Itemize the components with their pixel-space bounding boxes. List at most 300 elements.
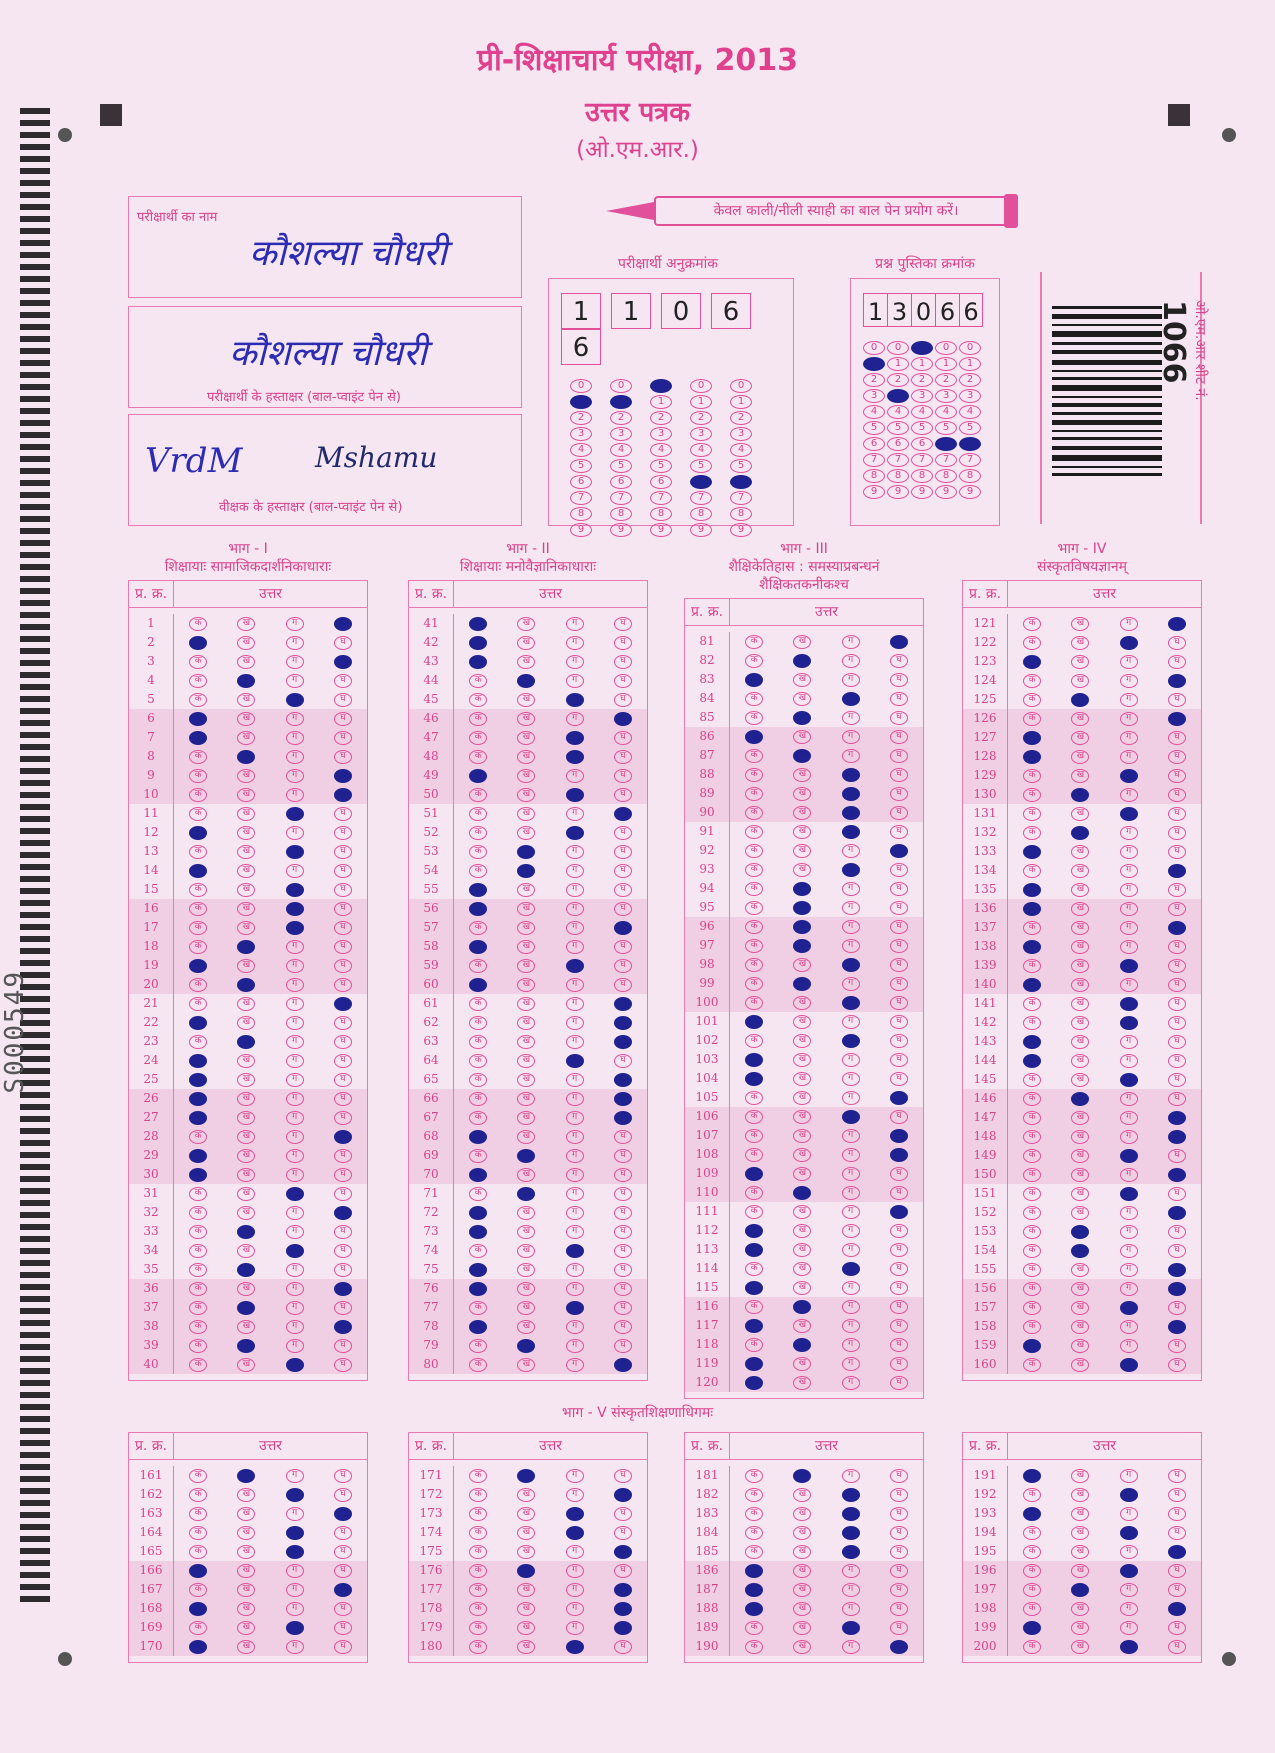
- option-bubble[interactable]: घ: [890, 730, 908, 744]
- option-bubble[interactable]: ख: [1071, 1016, 1089, 1030]
- option-bubble[interactable]: घ: [1168, 1301, 1186, 1315]
- option-bubble[interactable]: ग: [842, 1129, 860, 1143]
- option-bubble[interactable]: ग: [842, 1281, 860, 1295]
- option-bubble[interactable]: ख: [237, 1301, 255, 1315]
- option-bubble[interactable]: ख: [517, 1073, 535, 1087]
- option-bubble[interactable]: ग: [1120, 1545, 1138, 1559]
- option-bubble[interactable]: क: [1023, 864, 1041, 878]
- option-bubble[interactable]: ख: [237, 883, 255, 897]
- option-bubble[interactable]: क: [189, 1206, 207, 1220]
- option-bubble[interactable]: क: [745, 1602, 763, 1616]
- option-bubble[interactable]: ख: [793, 1053, 811, 1067]
- booklet-number-digit-bubble[interactable]: 5: [887, 421, 909, 435]
- option-bubble[interactable]: क: [469, 1111, 487, 1125]
- option-bubble[interactable]: ख: [517, 845, 535, 859]
- option-bubble[interactable]: क: [189, 1263, 207, 1277]
- roll-number-digit-bubble[interactable]: 5: [690, 459, 712, 473]
- option-bubble[interactable]: क: [745, 901, 763, 915]
- option-bubble[interactable]: क: [745, 1469, 763, 1483]
- option-bubble[interactable]: ख: [793, 1338, 811, 1352]
- booklet-number-digit-bubble[interactable]: 6: [911, 437, 933, 451]
- option-bubble[interactable]: ख: [517, 1263, 535, 1277]
- option-bubble[interactable]: ग: [286, 788, 304, 802]
- option-bubble[interactable]: ख: [237, 1149, 255, 1163]
- option-bubble[interactable]: ग: [1120, 1526, 1138, 1540]
- option-bubble[interactable]: क: [189, 1320, 207, 1334]
- option-bubble[interactable]: ग: [286, 845, 304, 859]
- option-bubble[interactable]: घ: [1168, 1130, 1186, 1144]
- option-bubble[interactable]: घ: [890, 1488, 908, 1502]
- option-bubble[interactable]: ख: [237, 1016, 255, 1030]
- option-bubble[interactable]: क: [1023, 750, 1041, 764]
- roll-number-digit-bubble[interactable]: 8: [650, 507, 672, 521]
- option-bubble[interactable]: घ: [334, 1545, 352, 1559]
- option-bubble[interactable]: ग: [842, 1034, 860, 1048]
- option-bubble[interactable]: घ: [890, 825, 908, 839]
- option-bubble[interactable]: घ: [890, 1621, 908, 1635]
- option-bubble[interactable]: घ: [890, 1583, 908, 1597]
- option-bubble[interactable]: क: [469, 997, 487, 1011]
- option-bubble[interactable]: ग: [1120, 1168, 1138, 1182]
- option-bubble[interactable]: ख: [517, 712, 535, 726]
- option-bubble[interactable]: ग: [286, 940, 304, 954]
- option-bubble[interactable]: क: [745, 844, 763, 858]
- roll-number-digit-cell[interactable]: 1: [611, 293, 651, 329]
- option-bubble[interactable]: क: [745, 1053, 763, 1067]
- option-bubble[interactable]: ग: [566, 655, 584, 669]
- option-bubble[interactable]: ग: [286, 1168, 304, 1182]
- booklet-number-digit-bubble[interactable]: 1: [911, 357, 933, 371]
- option-bubble[interactable]: ख: [517, 1526, 535, 1540]
- option-bubble[interactable]: क: [469, 1640, 487, 1654]
- option-bubble[interactable]: घ: [334, 921, 352, 935]
- option-bubble[interactable]: घ: [334, 978, 352, 992]
- roll-number-digit-bubble[interactable]: 4: [650, 443, 672, 457]
- option-bubble[interactable]: घ: [890, 1262, 908, 1276]
- option-bubble[interactable]: ग: [566, 1206, 584, 1220]
- option-bubble[interactable]: घ: [334, 1507, 352, 1521]
- option-bubble[interactable]: घ: [614, 1339, 632, 1353]
- booklet-number-digit-bubble[interactable]: 6: [959, 437, 981, 451]
- option-bubble[interactable]: घ: [890, 1564, 908, 1578]
- option-bubble[interactable]: ग: [566, 1016, 584, 1030]
- roll-number-digit-bubble[interactable]: 9: [650, 523, 672, 537]
- option-bubble[interactable]: क: [189, 769, 207, 783]
- option-bubble[interactable]: ग: [566, 902, 584, 916]
- option-bubble[interactable]: घ: [1168, 1282, 1186, 1296]
- option-bubble[interactable]: ख: [517, 1583, 535, 1597]
- option-bubble[interactable]: घ: [1168, 1054, 1186, 1068]
- option-bubble[interactable]: ग: [842, 1243, 860, 1257]
- option-bubble[interactable]: ख: [793, 1167, 811, 1181]
- option-bubble[interactable]: ग: [842, 1224, 860, 1238]
- option-bubble[interactable]: ग: [566, 1035, 584, 1049]
- option-bubble[interactable]: घ: [614, 997, 632, 1011]
- option-bubble[interactable]: क: [1023, 1469, 1041, 1483]
- option-bubble[interactable]: ग: [842, 1602, 860, 1616]
- booklet-number-digit-bubble[interactable]: 4: [863, 405, 885, 419]
- option-bubble[interactable]: घ: [890, 1640, 908, 1654]
- option-bubble[interactable]: घ: [614, 1526, 632, 1540]
- option-bubble[interactable]: क: [189, 997, 207, 1011]
- option-bubble[interactable]: क: [469, 1545, 487, 1559]
- option-bubble[interactable]: ख: [793, 1564, 811, 1578]
- option-bubble[interactable]: ख: [517, 1488, 535, 1502]
- option-bubble[interactable]: घ: [334, 1301, 352, 1315]
- option-bubble[interactable]: क: [469, 1507, 487, 1521]
- option-bubble[interactable]: घ: [614, 883, 632, 897]
- option-bubble[interactable]: क: [1023, 959, 1041, 973]
- option-bubble[interactable]: ख: [1071, 997, 1089, 1011]
- option-bubble[interactable]: क: [1023, 978, 1041, 992]
- booklet-number-digit-bubble[interactable]: 4: [959, 405, 981, 419]
- option-bubble[interactable]: ख: [517, 1640, 535, 1654]
- option-bubble[interactable]: घ: [1168, 731, 1186, 745]
- option-bubble[interactable]: ग: [842, 806, 860, 820]
- option-bubble[interactable]: ग: [1120, 1507, 1138, 1521]
- option-bubble[interactable]: ग: [566, 921, 584, 935]
- option-bubble[interactable]: ख: [237, 1339, 255, 1353]
- option-bubble[interactable]: ग: [842, 958, 860, 972]
- option-bubble[interactable]: घ: [614, 1035, 632, 1049]
- option-bubble[interactable]: ख: [517, 788, 535, 802]
- option-bubble[interactable]: घ: [334, 1282, 352, 1296]
- option-bubble[interactable]: ख: [237, 959, 255, 973]
- option-bubble[interactable]: ख: [793, 768, 811, 782]
- option-bubble[interactable]: क: [1023, 1054, 1041, 1068]
- booklet-number-digit-bubble[interactable]: 4: [911, 405, 933, 419]
- option-bubble[interactable]: ख: [517, 940, 535, 954]
- option-bubble[interactable]: घ: [890, 1110, 908, 1124]
- option-bubble[interactable]: ग: [566, 1358, 584, 1372]
- option-bubble[interactable]: क: [745, 920, 763, 934]
- option-bubble[interactable]: ग: [1120, 731, 1138, 745]
- option-bubble[interactable]: क: [745, 1129, 763, 1143]
- option-bubble[interactable]: ख: [1071, 788, 1089, 802]
- roll-number-digit-bubble[interactable]: 3: [610, 427, 632, 441]
- option-bubble[interactable]: ग: [286, 978, 304, 992]
- option-bubble[interactable]: ख: [793, 806, 811, 820]
- option-bubble[interactable]: ख: [517, 1564, 535, 1578]
- option-bubble[interactable]: घ: [890, 1148, 908, 1162]
- roll-number-digit-bubble[interactable]: 0: [650, 379, 672, 393]
- roll-number-digit-bubble[interactable]: 6: [650, 475, 672, 489]
- option-bubble[interactable]: घ: [890, 920, 908, 934]
- option-bubble[interactable]: क: [189, 1621, 207, 1635]
- option-bubble[interactable]: ख: [1071, 731, 1089, 745]
- booklet-number-digit-bubble[interactable]: 8: [887, 469, 909, 483]
- option-bubble[interactable]: क: [1023, 1621, 1041, 1635]
- option-bubble[interactable]: ग: [286, 1339, 304, 1353]
- option-bubble[interactable]: ग: [842, 1338, 860, 1352]
- option-bubble[interactable]: ख: [1071, 940, 1089, 954]
- option-bubble[interactable]: क: [469, 883, 487, 897]
- option-bubble[interactable]: ख: [793, 1357, 811, 1371]
- option-bubble[interactable]: ख: [237, 864, 255, 878]
- option-bubble[interactable]: ग: [566, 1130, 584, 1144]
- option-bubble[interactable]: ख: [1071, 1111, 1089, 1125]
- option-bubble[interactable]: क: [469, 1168, 487, 1182]
- option-bubble[interactable]: क: [469, 1602, 487, 1616]
- roll-number-digit-bubble[interactable]: 4: [610, 443, 632, 457]
- option-bubble[interactable]: क: [1023, 921, 1041, 935]
- option-bubble[interactable]: ग: [842, 1167, 860, 1181]
- option-bubble[interactable]: ख: [517, 1187, 535, 1201]
- roll-number-digit-cell[interactable]: 1: [561, 293, 601, 329]
- option-bubble[interactable]: ख: [237, 1640, 255, 1654]
- roll-number-digit-bubble[interactable]: 0: [570, 379, 592, 393]
- option-bubble[interactable]: घ: [334, 1130, 352, 1144]
- option-bubble[interactable]: क: [189, 674, 207, 688]
- option-bubble[interactable]: घ: [890, 1545, 908, 1559]
- option-bubble[interactable]: ग: [1120, 921, 1138, 935]
- option-bubble[interactable]: क: [469, 1073, 487, 1087]
- option-bubble[interactable]: घ: [334, 940, 352, 954]
- option-bubble[interactable]: ग: [842, 1507, 860, 1521]
- option-bubble[interactable]: ख: [1071, 769, 1089, 783]
- booklet-number-digit-bubble[interactable]: 7: [863, 453, 885, 467]
- option-bubble[interactable]: घ: [334, 807, 352, 821]
- option-bubble[interactable]: क: [745, 1338, 763, 1352]
- option-bubble[interactable]: घ: [890, 1186, 908, 1200]
- booklet-number-digit-cell[interactable]: 3: [887, 293, 911, 327]
- option-bubble[interactable]: क: [745, 958, 763, 972]
- option-bubble[interactable]: घ: [1168, 693, 1186, 707]
- option-bubble[interactable]: ग: [566, 731, 584, 745]
- option-bubble[interactable]: घ: [334, 788, 352, 802]
- option-bubble[interactable]: ग: [1120, 1564, 1138, 1578]
- option-bubble[interactable]: घ: [890, 1319, 908, 1333]
- option-bubble[interactable]: ख: [237, 978, 255, 992]
- option-bubble[interactable]: ग: [842, 882, 860, 896]
- option-bubble[interactable]: ख: [793, 1621, 811, 1635]
- option-bubble[interactable]: ग: [566, 1073, 584, 1087]
- option-bubble[interactable]: ग: [1120, 769, 1138, 783]
- option-bubble[interactable]: घ: [614, 1301, 632, 1315]
- option-bubble[interactable]: ग: [1120, 750, 1138, 764]
- option-bubble[interactable]: घ: [614, 1640, 632, 1654]
- option-bubble[interactable]: क: [469, 769, 487, 783]
- option-bubble[interactable]: ख: [1071, 1339, 1089, 1353]
- option-bubble[interactable]: ग: [1120, 959, 1138, 973]
- booklet-number-digit-bubble[interactable]: 8: [863, 469, 885, 483]
- option-bubble[interactable]: ग: [286, 712, 304, 726]
- booklet-number-digit-bubble[interactable]: 7: [959, 453, 981, 467]
- option-bubble[interactable]: घ: [890, 996, 908, 1010]
- option-bubble[interactable]: क: [189, 826, 207, 840]
- option-bubble[interactable]: ख: [1071, 959, 1089, 973]
- option-bubble[interactable]: घ: [614, 1092, 632, 1106]
- option-bubble[interactable]: क: [189, 1035, 207, 1049]
- option-bubble[interactable]: ख: [517, 636, 535, 650]
- option-bubble[interactable]: क: [469, 1564, 487, 1578]
- option-bubble[interactable]: ख: [793, 1186, 811, 1200]
- option-bubble[interactable]: ग: [566, 959, 584, 973]
- option-bubble[interactable]: क: [189, 1301, 207, 1315]
- option-bubble[interactable]: ख: [793, 825, 811, 839]
- option-bubble[interactable]: घ: [1168, 1035, 1186, 1049]
- option-bubble[interactable]: ख: [237, 1111, 255, 1125]
- option-bubble[interactable]: ख: [237, 1130, 255, 1144]
- option-bubble[interactable]: ग: [286, 902, 304, 916]
- option-bubble[interactable]: घ: [1168, 997, 1186, 1011]
- option-bubble[interactable]: घ: [1168, 864, 1186, 878]
- option-bubble[interactable]: ख: [793, 787, 811, 801]
- option-bubble[interactable]: क: [469, 826, 487, 840]
- option-bubble[interactable]: ख: [237, 940, 255, 954]
- booklet-number-digit-bubble[interactable]: 8: [959, 469, 981, 483]
- option-bubble[interactable]: ग: [566, 1507, 584, 1521]
- booklet-number-digit-bubble[interactable]: 0: [887, 341, 909, 355]
- option-bubble[interactable]: ग: [566, 674, 584, 688]
- option-bubble[interactable]: ख: [1071, 1244, 1089, 1258]
- option-bubble[interactable]: क: [1023, 636, 1041, 650]
- option-bubble[interactable]: क: [745, 1091, 763, 1105]
- option-bubble[interactable]: ख: [237, 1320, 255, 1334]
- option-bubble[interactable]: ग: [1120, 978, 1138, 992]
- booklet-number-digit-bubble[interactable]: 6: [887, 437, 909, 451]
- option-bubble[interactable]: घ: [890, 1376, 908, 1390]
- option-bubble[interactable]: क: [469, 731, 487, 745]
- option-bubble[interactable]: क: [1023, 1339, 1041, 1353]
- option-bubble[interactable]: क: [1023, 1225, 1041, 1239]
- option-bubble[interactable]: क: [189, 1545, 207, 1559]
- option-bubble[interactable]: ग: [566, 883, 584, 897]
- option-bubble[interactable]: ख: [793, 1300, 811, 1314]
- option-bubble[interactable]: ख: [237, 1244, 255, 1258]
- option-bubble[interactable]: ख: [1071, 617, 1089, 631]
- option-bubble[interactable]: क: [469, 1130, 487, 1144]
- option-bubble[interactable]: ग: [842, 768, 860, 782]
- option-bubble[interactable]: क: [189, 1488, 207, 1502]
- option-bubble[interactable]: घ: [614, 636, 632, 650]
- option-bubble[interactable]: ग: [286, 1358, 304, 1372]
- option-bubble[interactable]: घ: [890, 692, 908, 706]
- option-bubble[interactable]: ग: [566, 636, 584, 650]
- option-bubble[interactable]: क: [745, 1224, 763, 1238]
- option-bubble[interactable]: ख: [1071, 1602, 1089, 1616]
- option-bubble[interactable]: ग: [566, 693, 584, 707]
- option-bubble[interactable]: ख: [237, 1583, 255, 1597]
- option-bubble[interactable]: ग: [566, 788, 584, 802]
- option-bubble[interactable]: ग: [286, 750, 304, 764]
- option-bubble[interactable]: क: [189, 1092, 207, 1106]
- option-bubble[interactable]: ग: [566, 1621, 584, 1635]
- option-bubble[interactable]: ख: [1071, 1206, 1089, 1220]
- option-bubble[interactable]: ग: [1120, 1092, 1138, 1106]
- option-bubble[interactable]: घ: [334, 864, 352, 878]
- option-bubble[interactable]: ग: [1120, 1130, 1138, 1144]
- option-bubble[interactable]: ग: [566, 1168, 584, 1182]
- booklet-number-digit-bubble[interactable]: 4: [887, 405, 909, 419]
- option-bubble[interactable]: ख: [237, 1054, 255, 1068]
- booklet-number-digit-bubble[interactable]: 2: [935, 373, 957, 387]
- option-bubble[interactable]: ग: [842, 635, 860, 649]
- option-bubble[interactable]: क: [469, 1488, 487, 1502]
- roll-number-digit-bubble[interactable]: 0: [730, 379, 752, 393]
- option-bubble[interactable]: घ: [1168, 769, 1186, 783]
- option-bubble[interactable]: ग: [286, 959, 304, 973]
- option-bubble[interactable]: क: [189, 1168, 207, 1182]
- option-bubble[interactable]: घ: [1168, 674, 1186, 688]
- option-bubble[interactable]: क: [469, 921, 487, 935]
- option-bubble[interactable]: ख: [1071, 1640, 1089, 1654]
- option-bubble[interactable]: ख: [793, 1243, 811, 1257]
- option-bubble[interactable]: क: [189, 902, 207, 916]
- option-bubble[interactable]: घ: [1168, 826, 1186, 840]
- option-bubble[interactable]: घ: [614, 1130, 632, 1144]
- option-bubble[interactable]: घ: [614, 1244, 632, 1258]
- option-bubble[interactable]: क: [469, 940, 487, 954]
- option-bubble[interactable]: घ: [614, 1469, 632, 1483]
- option-bubble[interactable]: ख: [793, 1281, 811, 1295]
- option-bubble[interactable]: क: [189, 1111, 207, 1125]
- option-bubble[interactable]: ख: [793, 1224, 811, 1238]
- option-bubble[interactable]: घ: [334, 1168, 352, 1182]
- option-bubble[interactable]: घ: [334, 1187, 352, 1201]
- booklet-number-digit-bubble[interactable]: 9: [959, 485, 981, 499]
- option-bubble[interactable]: क: [745, 996, 763, 1010]
- option-bubble[interactable]: घ: [1168, 1225, 1186, 1239]
- option-bubble[interactable]: ग: [1120, 902, 1138, 916]
- option-bubble[interactable]: घ: [890, 806, 908, 820]
- option-bubble[interactable]: ग: [566, 1111, 584, 1125]
- option-bubble[interactable]: घ: [614, 1358, 632, 1372]
- option-bubble[interactable]: क: [745, 806, 763, 820]
- option-bubble[interactable]: क: [189, 1526, 207, 1540]
- option-bubble[interactable]: घ: [1168, 959, 1186, 973]
- booklet-number-digit-bubble[interactable]: 0: [935, 341, 957, 355]
- option-bubble[interactable]: ख: [1071, 1282, 1089, 1296]
- option-bubble[interactable]: क: [745, 692, 763, 706]
- option-bubble[interactable]: ख: [517, 1016, 535, 1030]
- option-bubble[interactable]: क: [469, 1320, 487, 1334]
- option-bubble[interactable]: घ: [614, 1111, 632, 1125]
- option-bubble[interactable]: ग: [566, 1526, 584, 1540]
- option-bubble[interactable]: घ: [334, 1092, 352, 1106]
- option-bubble[interactable]: घ: [1168, 902, 1186, 916]
- option-bubble[interactable]: क: [745, 1167, 763, 1181]
- option-bubble[interactable]: ग: [1120, 1111, 1138, 1125]
- roll-number-digit-bubble[interactable]: 2: [570, 411, 592, 425]
- option-bubble[interactable]: घ: [334, 750, 352, 764]
- option-bubble[interactable]: घ: [614, 1602, 632, 1616]
- option-bubble[interactable]: ग: [1120, 807, 1138, 821]
- option-bubble[interactable]: ग: [842, 844, 860, 858]
- option-bubble[interactable]: घ: [1168, 1073, 1186, 1087]
- option-bubble[interactable]: क: [189, 807, 207, 821]
- option-bubble[interactable]: ख: [237, 636, 255, 650]
- option-bubble[interactable]: घ: [1168, 1507, 1186, 1521]
- option-bubble[interactable]: ग: [566, 712, 584, 726]
- option-bubble[interactable]: क: [469, 750, 487, 764]
- option-bubble[interactable]: घ: [1168, 1149, 1186, 1163]
- option-bubble[interactable]: ग: [286, 1206, 304, 1220]
- option-bubble[interactable]: ख: [793, 920, 811, 934]
- option-bubble[interactable]: ग: [842, 1357, 860, 1371]
- roll-number-digit-bubble[interactable]: 7: [610, 491, 632, 505]
- option-bubble[interactable]: ग: [1120, 1073, 1138, 1087]
- option-bubble[interactable]: क: [189, 1602, 207, 1616]
- option-bubble[interactable]: घ: [1168, 1016, 1186, 1030]
- option-bubble[interactable]: क: [745, 1583, 763, 1597]
- option-bubble[interactable]: घ: [890, 1224, 908, 1238]
- booklet-number-digit-bubble[interactable]: 4: [935, 405, 957, 419]
- option-bubble[interactable]: ग: [1120, 1358, 1138, 1372]
- option-bubble[interactable]: ख: [517, 1301, 535, 1315]
- option-bubble[interactable]: क: [469, 712, 487, 726]
- option-bubble[interactable]: घ: [614, 1583, 632, 1597]
